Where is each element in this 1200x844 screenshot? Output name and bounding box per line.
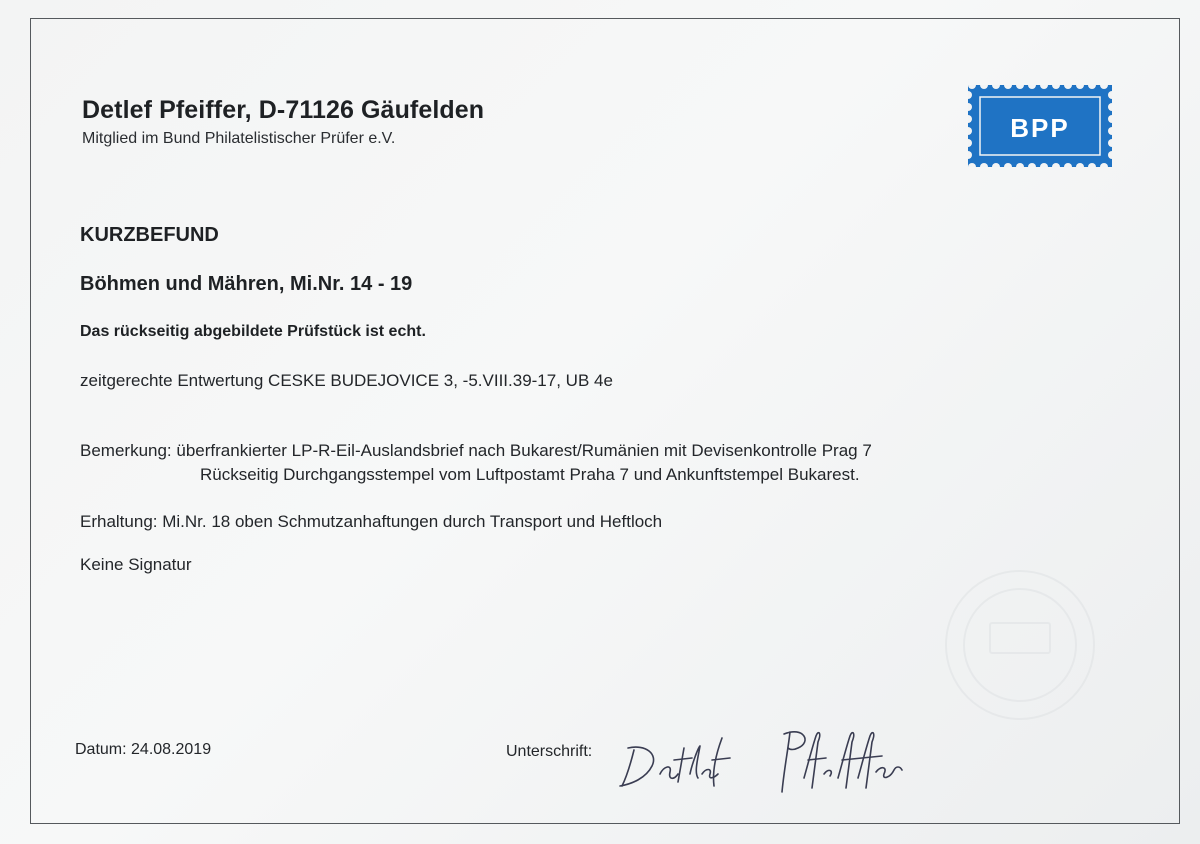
remark-line-continuation: Rückseitig Durchgangsstempel vom Luftpostamt Praha 7 und Ankunftstempel Bukarest. <box>200 465 860 484</box>
condition-line: Erhaltung: Mi.Nr. 18 oben Schmutzanhaftungen durch Transport und Heftloch <box>80 512 663 531</box>
signature-label: Unterschrift: <box>506 743 593 760</box>
examiner-membership: Mitglied im Bund Philatelistischer Prüfer e.V. <box>82 130 396 147</box>
bpp-logo <box>968 85 1112 167</box>
certificate-date: Datum: 24.08.2019 <box>75 741 212 758</box>
document-subject: Böhmen und Mähren, Mi.Nr. 14 - 19 <box>80 273 413 295</box>
cancellation-line: zeitgerechte Entwertung CESKE BUDEJOVICE 3, -5.VIII.39-17, UB 4e <box>80 371 613 390</box>
remark-line: Bemerkung: überfrankierter LP-R-Eil-Auslandsbrief nach Bukarest/Rumänien mit Devisenkontrolle Prag 7 <box>80 441 872 460</box>
embossed-seal <box>940 565 1100 725</box>
handwritten-signature <box>612 708 912 798</box>
authenticity-statement: Das rückseitig abgebildete Prüfstück ist echt. <box>80 323 426 340</box>
signature-note: Keine Signatur <box>80 555 192 574</box>
document-title: KURZBEFUND <box>80 224 219 246</box>
examiner-name: Detlef Pfeiffer, D-71126 Gäufelden <box>82 96 485 124</box>
bpp-logo-text: BPP <box>1010 113 1070 143</box>
